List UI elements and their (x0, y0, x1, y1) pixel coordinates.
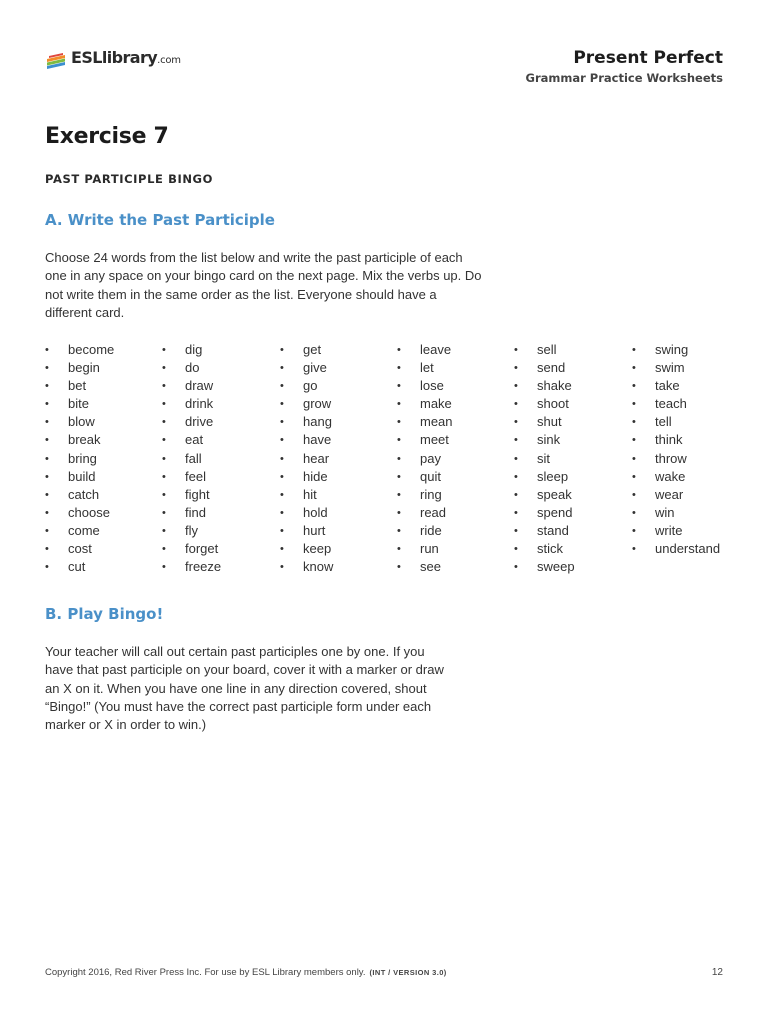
bullet-icon: • (632, 488, 636, 501)
bullet-icon: • (632, 344, 636, 356)
word-list-item (162, 341, 221, 359)
bullet-icon: • (45, 344, 49, 356)
worksheet-subtitle: Grammar Practice Worksheets (525, 71, 723, 85)
word-text: hit (303, 486, 317, 502)
bullet-icon: • (632, 380, 636, 393)
word-text: blow (68, 414, 95, 430)
word-list-item (280, 540, 333, 558)
word-list-item (162, 468, 221, 486)
bullet-icon: • (280, 470, 284, 483)
word-text: fight (185, 486, 210, 502)
word-text: sweep (537, 559, 575, 575)
word-text: dig (185, 342, 203, 357)
bullet-icon: • (397, 398, 401, 411)
word-text: sleep (537, 468, 569, 484)
bullet-icon: • (514, 362, 518, 375)
page-number: 12 (711, 967, 723, 978)
bullet-icon: • (280, 561, 284, 574)
word-text: shut (537, 414, 562, 430)
bullet-icon: • (397, 543, 401, 556)
word-list-item (162, 413, 221, 431)
word-text: teach (655, 396, 687, 412)
word-list-item (397, 522, 453, 540)
word-text: write (655, 522, 683, 538)
word-list-item (162, 450, 221, 468)
word-text: think (655, 432, 683, 448)
bullet-icon: • (514, 488, 518, 501)
bullet-icon: • (162, 524, 166, 537)
copyright-text: Copyright 2016, Red River Press Inc. For use by ESL Library members only. (45, 967, 366, 978)
word-text: bite (68, 396, 89, 412)
bullet-icon: • (632, 398, 636, 411)
word-text: build (68, 468, 96, 484)
word-text: draw (185, 378, 214, 394)
word-text: choose (68, 504, 110, 520)
word-text: bring (68, 450, 97, 466)
word-list-item (632, 431, 720, 449)
word-list-item (632, 522, 720, 540)
bullet-icon: • (514, 398, 518, 411)
word-list-item (397, 413, 453, 431)
word-list-item (632, 540, 720, 558)
word-text: know (303, 559, 334, 575)
word-text: hide (303, 468, 328, 484)
bullet-icon: • (514, 434, 518, 447)
word-list-item (632, 359, 720, 377)
word-text: see (420, 559, 441, 575)
bullet-icon: • (397, 524, 401, 537)
version-label: (INT / VERSION 3.0) (369, 968, 447, 977)
word-list-item (280, 377, 333, 395)
word-text: cut (68, 559, 86, 575)
word-text: let (420, 360, 434, 376)
bullet-icon: • (397, 561, 401, 574)
bullet-icon: • (45, 380, 49, 393)
word-list-item (45, 431, 114, 449)
word-text: sell (537, 342, 557, 357)
word-text: read (420, 504, 447, 520)
word-list-item (45, 359, 114, 377)
bullet-icon: • (397, 506, 401, 519)
bullet-icon: • (45, 524, 49, 537)
word-list-item (280, 395, 333, 413)
bullet-icon: • (162, 561, 166, 574)
word-text: run (420, 541, 439, 557)
word-text: swim (655, 360, 685, 376)
bullet-icon: • (45, 398, 49, 411)
bullet-icon: • (280, 434, 284, 447)
word-text: feel (185, 468, 206, 484)
word-column (397, 341, 453, 576)
word-list-item (280, 486, 333, 504)
word-list-item (45, 540, 114, 558)
word-list-item (162, 558, 221, 576)
exercise-subheading: PAST PARTICIPLE BINGO (45, 172, 213, 186)
section-a-heading: A. Write the Past Participle (45, 211, 275, 229)
word-text: grow (303, 396, 332, 412)
bullet-icon: • (397, 452, 401, 465)
bullet-icon: • (632, 543, 636, 556)
word-text: leave (420, 342, 452, 357)
word-list-item (280, 431, 333, 449)
word-text: stick (537, 541, 563, 557)
word-list-item (514, 377, 575, 395)
word-text: shake (537, 378, 572, 394)
word-list-item (280, 504, 333, 522)
word-list-item (514, 486, 575, 504)
bullet-icon: • (632, 452, 636, 465)
bullet-icon: • (45, 506, 49, 519)
bullet-icon: • (162, 488, 166, 501)
word-text: pay (420, 450, 441, 466)
bullet-icon: • (280, 524, 284, 537)
word-list-item (280, 450, 333, 468)
word-list-item (632, 341, 720, 359)
bullet-icon: • (162, 398, 166, 411)
word-list-item (162, 522, 221, 540)
word-text: bet (68, 378, 87, 394)
bullet-icon: • (632, 434, 636, 447)
bullet-icon: • (280, 398, 284, 411)
word-text: come (68, 522, 100, 538)
word-list-item (514, 522, 575, 540)
word-list-item (397, 558, 453, 576)
word-list-item (162, 540, 221, 558)
word-list-item (45, 504, 114, 522)
bullet-icon: • (514, 561, 518, 574)
bullet-icon: • (162, 344, 166, 356)
word-list-item (280, 522, 333, 540)
bullet-icon: • (45, 561, 49, 574)
word-column (514, 341, 575, 576)
bullet-icon: • (280, 416, 284, 429)
word-text: sink (537, 432, 561, 448)
word-list-item (632, 450, 720, 468)
word-list-item (280, 341, 333, 359)
word-list-item (397, 504, 453, 522)
bullet-icon: • (45, 488, 49, 501)
verb-word-list (45, 341, 735, 581)
word-text: fly (185, 522, 198, 538)
word-text: understand (655, 541, 721, 557)
bullet-icon: • (162, 362, 166, 375)
word-text: hang (303, 414, 332, 430)
word-text: freeze (185, 559, 222, 575)
bullet-icon: • (514, 416, 518, 429)
word-text: wake (655, 468, 686, 484)
word-text: swing (655, 342, 689, 357)
bullet-icon: • (162, 470, 166, 483)
word-list-item (514, 504, 575, 522)
bullet-icon: • (280, 380, 284, 393)
word-text: forget (185, 541, 219, 557)
word-list-item (632, 486, 720, 504)
bullet-icon: • (280, 543, 284, 556)
word-list-item (45, 486, 114, 504)
word-text: mean (420, 414, 453, 430)
word-list-item (514, 431, 575, 449)
word-list-item (397, 341, 453, 359)
worksheet-header (526, 47, 723, 86)
bullet-icon: • (280, 362, 284, 375)
word-list-item (280, 359, 333, 377)
word-text: keep (303, 541, 332, 557)
section-b-instructions: Your teacher will call out certain past participles one by one. If you have that past participle on your board, cover it with a marker or draw an X on it. When you have one line in any direction covered, shout “Bingo!” (You must have the correct past participle form under each marker or X in order to win.) (45, 644, 444, 733)
bullet-icon: • (514, 543, 518, 556)
bullet-icon: • (397, 434, 401, 447)
word-text: find (185, 504, 206, 520)
word-list-item (45, 450, 114, 468)
word-text: give (303, 360, 327, 376)
word-text: get (303, 342, 322, 357)
exercise-title: Exercise 7 (45, 124, 169, 149)
word-text: take (655, 378, 680, 394)
word-list-item (632, 468, 720, 486)
bullet-icon: • (280, 344, 284, 356)
bullet-icon: • (632, 470, 636, 483)
word-list-item (632, 413, 720, 431)
word-list-item (162, 395, 221, 413)
bullet-icon: • (45, 543, 49, 556)
bullet-icon: • (45, 470, 49, 483)
bullet-icon: • (514, 470, 518, 483)
bullet-icon: • (280, 488, 284, 501)
word-list-item (397, 486, 453, 504)
word-list-item (514, 450, 575, 468)
word-text: catch (68, 486, 100, 502)
word-text: spend (537, 504, 573, 520)
word-text: break (68, 432, 101, 448)
word-text: stand (537, 522, 569, 538)
word-list-item (45, 341, 114, 359)
word-list-item (45, 522, 114, 540)
word-list-item (514, 558, 575, 576)
word-list-item (162, 359, 221, 377)
word-text: become (68, 342, 115, 357)
word-text: eat (185, 432, 204, 448)
word-list-item (280, 468, 333, 486)
bullet-icon: • (162, 380, 166, 393)
word-list-item (397, 377, 453, 395)
word-list-item (632, 504, 720, 522)
esl-library-logo (45, 46, 181, 72)
word-list-item (514, 468, 575, 486)
word-list-item (280, 558, 333, 576)
word-column (632, 341, 720, 558)
word-text: have (303, 432, 332, 448)
word-text: wear (655, 486, 684, 502)
word-text: meet (420, 432, 449, 448)
bullet-icon: • (397, 488, 401, 501)
bullet-icon: • (162, 452, 166, 465)
bullet-icon: • (45, 452, 49, 465)
word-list-item (162, 504, 221, 522)
bullet-icon: • (280, 506, 284, 519)
word-text: hurt (303, 522, 326, 538)
word-text: win (655, 504, 675, 520)
bullet-icon: • (45, 362, 49, 375)
bullet-icon: • (45, 434, 49, 447)
bullet-icon: • (514, 506, 518, 519)
word-list-item (280, 413, 333, 431)
word-list-item (397, 359, 453, 377)
word-column (45, 341, 114, 576)
footer-copyright (45, 967, 447, 978)
word-text: throw (655, 450, 687, 466)
word-column (162, 341, 221, 576)
word-list-item (45, 377, 114, 395)
bullet-icon: • (514, 524, 518, 537)
word-list-item (45, 558, 114, 576)
word-list-item (514, 359, 575, 377)
bullet-icon: • (162, 434, 166, 447)
section-a-instructions: Choose 24 words from the list below and write the past participle of each one in any space on your bingo card on the next page. Mix the verbs up. Do not write them in the same order as the list. Everyone should have a different card. (45, 250, 482, 320)
bullet-icon: • (162, 506, 166, 519)
word-text: send (537, 360, 566, 376)
word-list-item (632, 377, 720, 395)
word-text: tell (655, 414, 672, 430)
bullet-icon: • (397, 362, 401, 375)
word-text: fall (185, 450, 202, 466)
word-text: sit (537, 450, 550, 466)
word-text: ring (420, 486, 442, 502)
bullet-icon: • (280, 452, 284, 465)
word-list-item (162, 431, 221, 449)
word-list-item (514, 395, 575, 413)
bullet-icon: • (632, 524, 636, 537)
bullet-icon: • (632, 362, 636, 375)
word-list-item (397, 540, 453, 558)
bullet-icon: • (162, 416, 166, 429)
bullet-icon: • (514, 344, 518, 356)
worksheet-title: Present Perfect (573, 48, 723, 68)
bullet-icon: • (162, 543, 166, 556)
word-list-item (45, 413, 114, 431)
word-list-item (397, 395, 453, 413)
bullet-icon: • (632, 506, 636, 519)
word-list-item (397, 450, 453, 468)
word-text: cost (68, 541, 92, 557)
word-text: ride (420, 522, 442, 538)
word-list-item (632, 395, 720, 413)
bullet-icon: • (45, 416, 49, 429)
word-list-item (162, 486, 221, 504)
section-b-heading: B. Play Bingo! (45, 605, 164, 623)
logo-wordmark: ESLlibrary.com (71, 48, 181, 67)
bullet-icon: • (397, 416, 401, 429)
word-text: speak (537, 486, 572, 502)
word-list-item (45, 395, 114, 413)
word-list-item (162, 377, 221, 395)
bullet-icon: • (397, 470, 401, 483)
bullet-icon: • (632, 416, 636, 429)
bullet-icon: • (514, 452, 518, 465)
word-text: drink (185, 396, 214, 412)
bullet-icon: • (397, 344, 401, 356)
word-text: shoot (537, 396, 569, 412)
word-list-item (397, 431, 453, 449)
bullet-icon: • (397, 380, 401, 393)
word-list-item (514, 413, 575, 431)
word-text: make (420, 396, 452, 412)
word-text: hear (303, 450, 330, 466)
word-text: drive (185, 414, 214, 430)
stacked-books-logo-icon (45, 50, 67, 72)
word-text: hold (303, 504, 328, 520)
word-list-item (45, 468, 114, 486)
word-text: lose (420, 378, 444, 394)
bullet-icon: • (514, 380, 518, 393)
word-list-item (514, 341, 575, 359)
word-text: begin (68, 360, 100, 376)
word-text: go (303, 378, 318, 394)
word-list-item (514, 540, 575, 558)
word-text: do (185, 360, 200, 376)
word-column (280, 341, 333, 576)
word-text: quit (420, 468, 441, 484)
word-list-item (397, 468, 453, 486)
